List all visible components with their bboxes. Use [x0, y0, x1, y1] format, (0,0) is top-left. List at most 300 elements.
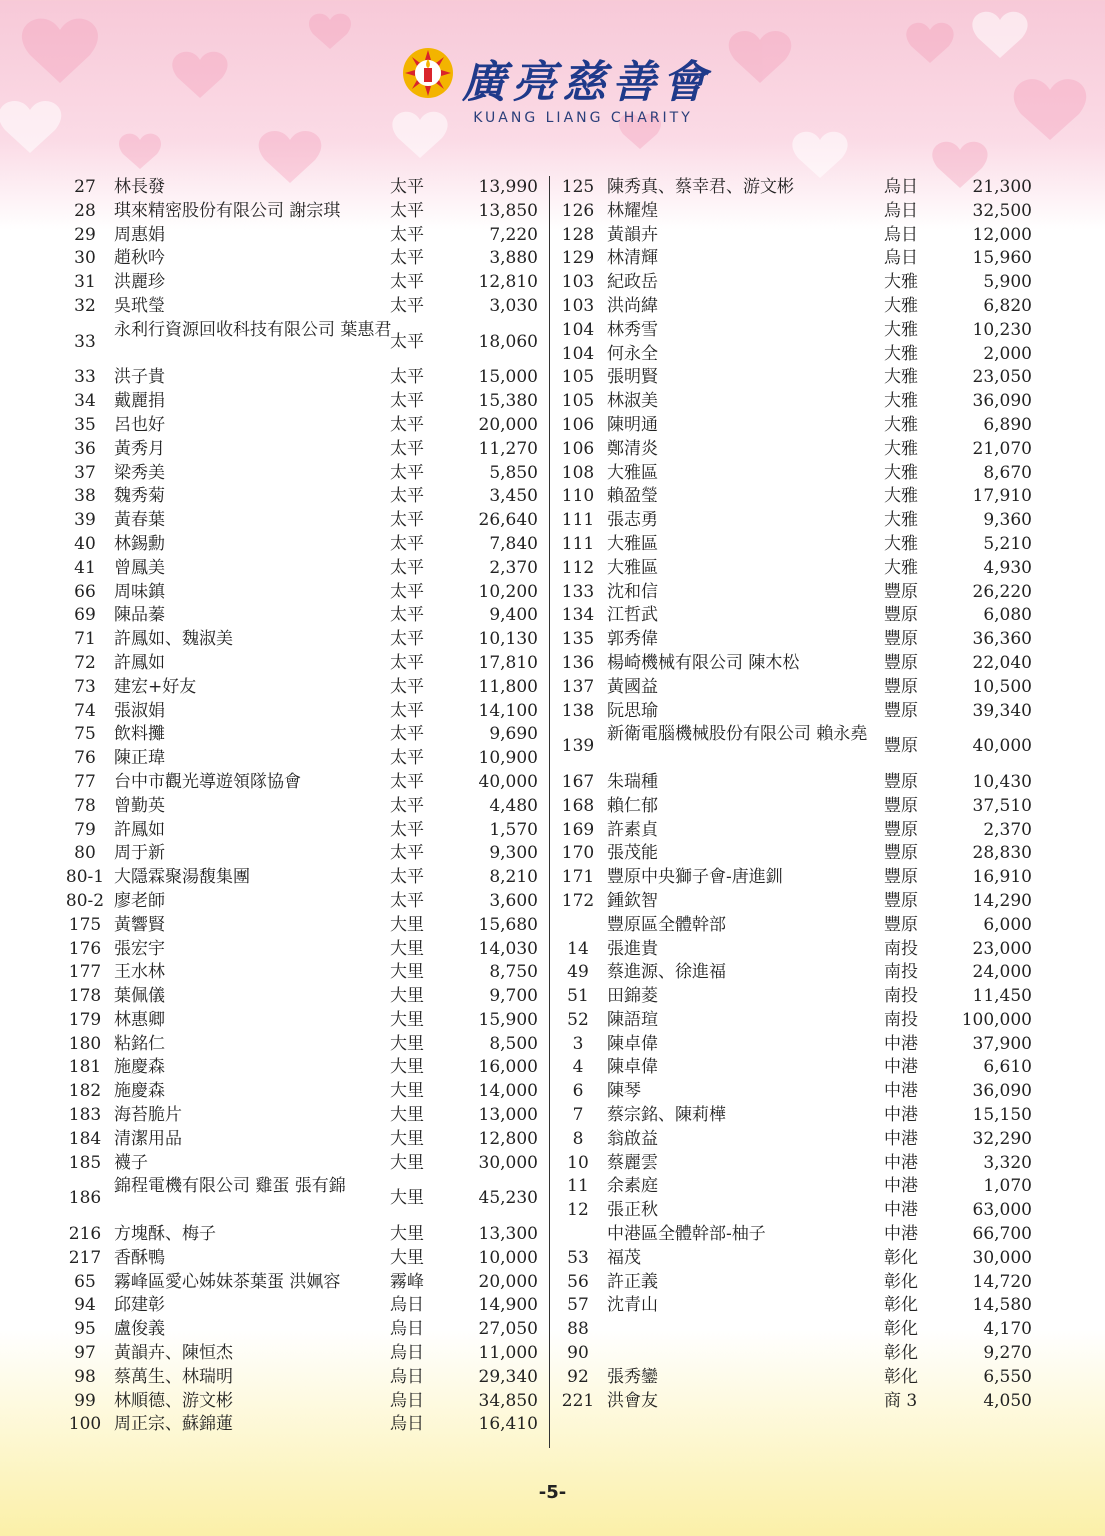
donation-amount: 20,000 [478, 1271, 538, 1292]
donation-amount: 2,370 [489, 557, 538, 578]
entry-number: 14 [567, 938, 589, 959]
donation-amount: 2,370 [983, 819, 1032, 840]
donor-row [556, 1128, 1036, 1152]
donor-name: 林耀煌 [607, 200, 658, 221]
donor-row [64, 795, 542, 819]
donation-amount: 6,080 [983, 605, 1032, 626]
entry-number: 171 [561, 867, 595, 888]
donor-list-right [556, 176, 1036, 1413]
donor-name: 許正義 [607, 1271, 658, 1292]
entry-number: 179 [68, 1009, 102, 1030]
donation-amount: 15,680 [478, 914, 538, 935]
donor-row [64, 390, 542, 414]
donation-amount: 12,000 [972, 224, 1032, 245]
donor-name: 呂也好 [114, 414, 165, 435]
donation-amount: 10,200 [478, 581, 538, 602]
donor-region: 中港 [884, 1033, 918, 1054]
donor-row [556, 1271, 1036, 1295]
donor-name: 飲料攤 [114, 724, 165, 745]
donation-amount: 11,000 [478, 1343, 538, 1364]
entry-number: 6 [572, 1081, 584, 1102]
donor-row [64, 224, 542, 248]
donation-amount: 28,830 [972, 843, 1032, 864]
donor-name: 陳卓偉 [607, 1057, 658, 1078]
donor-region: 烏日 [390, 1366, 424, 1387]
donation-amount: 30,000 [478, 1152, 538, 1173]
donor-name: 曾勤英 [114, 795, 165, 816]
entry-number: 71 [74, 629, 96, 650]
donor-name: 曾鳳美 [114, 557, 165, 578]
entry-number: 35 [74, 414, 96, 435]
donor-name: 蔡麗雲 [607, 1152, 658, 1173]
donor-name: 香酥鴨 [114, 1247, 165, 1268]
donation-amount: 13,850 [478, 200, 538, 221]
donor-row [64, 1271, 542, 1295]
donor-row [556, 628, 1036, 652]
donor-row [556, 676, 1036, 700]
entry-number: 170 [561, 843, 595, 864]
donor-region: 彰化 [884, 1319, 918, 1340]
donor-region: 豐原 [884, 914, 918, 935]
donor-row [64, 628, 542, 652]
donor-region: 太平 [390, 510, 424, 531]
donor-row [64, 1104, 542, 1128]
donation-amount: 9,300 [489, 843, 538, 864]
entry-number: 112 [561, 557, 595, 578]
donor-name: 廖老師 [114, 890, 165, 911]
entry-number: 32 [74, 295, 96, 316]
entry-number: 38 [74, 486, 96, 507]
donor-row [556, 1056, 1036, 1080]
donor-region: 太平 [390, 272, 424, 293]
donation-amount: 23,050 [972, 367, 1032, 388]
entry-number: 126 [561, 200, 595, 221]
donor-region: 大雅 [884, 343, 918, 364]
donor-region: 太平 [390, 700, 424, 721]
donor-row [556, 557, 1036, 581]
donor-row [64, 866, 542, 890]
donor-region: 大雅 [884, 557, 918, 578]
donor-region: 大里 [390, 1057, 424, 1078]
entry-number: 88 [567, 1319, 589, 1340]
donor-name: 林長發 [114, 177, 165, 197]
entry-number: 69 [74, 605, 96, 626]
donor-region: 豐原 [884, 700, 918, 721]
donor-row [556, 771, 1036, 795]
entry-number: 7 [572, 1105, 584, 1126]
donor-region: 大里 [390, 1009, 424, 1030]
donation-amount: 14,580 [972, 1295, 1032, 1316]
donor-name: 許鳳如、魏淑美 [114, 629, 233, 650]
donor-name: 方塊酥、梅子 [114, 1224, 216, 1245]
donor-row [64, 771, 542, 795]
entry-number: 28 [74, 200, 96, 221]
donor-row [556, 271, 1036, 295]
donation-amount: 13,300 [478, 1224, 538, 1245]
entry-number: 8 [572, 1128, 584, 1149]
donor-row [64, 1294, 542, 1318]
donor-name: 沈和信 [607, 581, 658, 602]
donation-amount: 3,450 [489, 486, 538, 507]
entry-number: 186 [68, 1188, 102, 1209]
donor-name: 許鳳如 [114, 652, 165, 673]
donor-name: 郭秀偉 [607, 629, 658, 650]
donor-name: 盧俊義 [114, 1319, 165, 1340]
column-divider [549, 176, 550, 1448]
donor-name: 張秀鑾 [607, 1366, 658, 1387]
donor-region: 太平 [390, 581, 424, 602]
donor-row [64, 842, 542, 866]
entry-number: 51 [567, 986, 589, 1007]
donor-region: 烏日 [884, 200, 918, 221]
donation-amount: 37,900 [972, 1033, 1032, 1054]
donor-name: 黃秀月 [114, 438, 165, 459]
donor-region: 大雅 [884, 319, 918, 340]
donor-region: 大里 [390, 1188, 424, 1209]
entry-number: 4 [572, 1057, 584, 1078]
donor-row [556, 1294, 1036, 1318]
entry-number: 133 [561, 581, 595, 602]
donor-region: 大里 [390, 962, 424, 983]
donor-region: 豐原 [884, 843, 918, 864]
donor-region: 太平 [390, 224, 424, 245]
entry-number: 56 [567, 1271, 589, 1292]
donor-name: 鍾欽智 [607, 890, 658, 911]
donation-amount: 16,000 [478, 1057, 538, 1078]
donor-name: 霧峰區愛心姊妹茶葉蛋 洪姵容 [114, 1271, 341, 1292]
donor-name: 大雅區 [607, 533, 658, 554]
entry-number: 104 [561, 319, 595, 340]
donation-amount: 11,800 [478, 676, 538, 697]
donor-name: 周味鎮 [114, 581, 165, 602]
donor-name: 許鳳如 [114, 819, 165, 840]
donor-name: 何永全 [607, 343, 658, 364]
donor-row [556, 533, 1036, 557]
entry-number: 27 [74, 177, 96, 197]
donation-amount: 27,050 [478, 1319, 538, 1340]
donor-name: 梁秀美 [114, 462, 165, 483]
entry-number: 99 [74, 1390, 96, 1411]
donor-name: 大雅區 [607, 462, 658, 483]
donor-row [64, 1247, 542, 1271]
donor-region: 太平 [390, 391, 424, 412]
entry-number: 31 [74, 272, 96, 293]
donation-amount: 1,070 [983, 1176, 1032, 1197]
donor-region: 太平 [390, 331, 424, 352]
donor-name: 陳正瑋 [114, 748, 165, 769]
donor-name: 張志勇 [607, 510, 658, 531]
donation-amount: 15,380 [478, 391, 538, 412]
donor-row [556, 390, 1036, 414]
donation-amount: 12,810 [478, 272, 538, 293]
donor-name: 黃韻卉 [607, 224, 658, 245]
donor-region: 大雅 [884, 414, 918, 435]
donor-name: 錦程電機有限公司 雞蛋 張有錦 [114, 1176, 346, 1197]
donor-row [64, 366, 542, 390]
donor-region: 太平 [390, 462, 424, 483]
donor-region: 豐原 [884, 736, 918, 757]
donor-region: 中港 [884, 1176, 918, 1197]
donor-region: 大里 [390, 1224, 424, 1245]
donor-name: 新衛電腦機械股份有限公司 賴永堯 [607, 724, 868, 745]
entry-number: 106 [561, 438, 595, 459]
entry-number: 90 [567, 1343, 589, 1364]
donation-amount: 14,900 [478, 1295, 538, 1316]
donation-amount: 11,270 [478, 438, 538, 459]
donor-name: 張正秋 [607, 1200, 658, 1221]
donation-amount: 9,690 [489, 724, 538, 745]
donation-amount: 15,960 [972, 248, 1032, 269]
donor-row [556, 509, 1036, 533]
donor-name: 翁啟益 [607, 1128, 658, 1149]
donor-row [556, 1199, 1036, 1223]
entry-number: 72 [74, 652, 96, 673]
entry-number: 12 [567, 1200, 589, 1221]
donor-row [556, 866, 1036, 890]
entry-number: 125 [561, 177, 595, 197]
donor-name: 建宏+好友 [114, 676, 197, 697]
donor-name: 洪會友 [607, 1390, 658, 1411]
donor-row [64, 1342, 542, 1366]
donor-region: 太平 [390, 605, 424, 626]
donation-amount: 34,850 [478, 1390, 538, 1411]
donation-amount: 63,000 [972, 1200, 1032, 1221]
donor-region: 太平 [390, 724, 424, 745]
donor-row [64, 747, 542, 771]
donor-region: 彰化 [884, 1295, 918, 1316]
donor-row [556, 985, 1036, 1009]
donor-region: 大雅 [884, 295, 918, 316]
donor-row [64, 533, 542, 557]
donor-name: 琪來精密股份有限公司 謝宗琪 [114, 200, 341, 221]
donor-name: 張宏宇 [114, 938, 165, 959]
donor-name: 林秀雪 [607, 319, 658, 340]
donation-amount: 3,600 [489, 890, 538, 911]
entry-number: 182 [68, 1081, 102, 1102]
donor-row [64, 247, 542, 271]
donation-amount: 16,910 [972, 867, 1032, 888]
donor-name: 余素庭 [607, 1176, 658, 1197]
entry-number: 94 [74, 1295, 96, 1316]
entry-number: 36 [74, 438, 96, 459]
donor-name: 洪麗珍 [114, 272, 165, 293]
donor-name: 中港區全體幹部-柚子 [607, 1224, 766, 1245]
donor-region: 烏日 [390, 1295, 424, 1316]
entry-number: 108 [561, 462, 595, 483]
donor-region: 大雅 [884, 510, 918, 531]
donor-row [556, 795, 1036, 819]
donation-amount: 66,700 [972, 1224, 1032, 1245]
donor-region: 大里 [390, 1152, 424, 1173]
entry-number: 3 [572, 1033, 584, 1054]
donor-region: 大雅 [884, 367, 918, 388]
donor-region: 豐原 [884, 819, 918, 840]
donor-region: 南投 [884, 986, 918, 1007]
donor-row [64, 509, 542, 533]
donor-row [556, 414, 1036, 438]
donor-name: 許素貞 [607, 819, 658, 840]
donor-row [556, 842, 1036, 866]
donor-name: 賴盈瑩 [607, 486, 658, 507]
donation-amount: 16,410 [478, 1414, 538, 1435]
donation-amount: 14,030 [478, 938, 538, 959]
donor-name: 林清輝 [607, 248, 658, 269]
entry-number: 185 [68, 1152, 102, 1173]
donor-name: 朱瑞種 [607, 771, 658, 792]
entry-number: 76 [74, 748, 96, 769]
donor-row [64, 438, 542, 462]
donor-row [556, 819, 1036, 843]
donation-amount: 36,090 [972, 391, 1032, 412]
donor-region: 太平 [390, 629, 424, 650]
donor-row [64, 1080, 542, 1104]
donor-region: 太平 [390, 486, 424, 507]
donor-name: 邱建彰 [114, 1295, 165, 1316]
donor-region: 彰化 [884, 1343, 918, 1364]
donation-amount: 10,230 [972, 319, 1032, 340]
entry-number: 66 [74, 581, 96, 602]
donation-amount: 10,130 [478, 629, 538, 650]
donation-amount: 11,450 [972, 986, 1032, 1007]
donation-amount: 15,000 [478, 367, 538, 388]
donor-name: 福茂 [607, 1247, 641, 1268]
entry-number: 78 [74, 795, 96, 816]
donor-region: 中港 [884, 1200, 918, 1221]
entry-number: 139 [561, 736, 595, 757]
donor-row [64, 1413, 542, 1437]
donor-row [64, 723, 542, 747]
donation-amount: 18,060 [478, 331, 538, 352]
donation-amount: 4,930 [983, 557, 1032, 578]
donor-region: 烏日 [390, 1390, 424, 1411]
donor-region: 太平 [390, 557, 424, 578]
header [0, 40, 1105, 140]
donor-row [556, 295, 1036, 319]
donation-amount: 14,720 [972, 1271, 1032, 1292]
donor-row [64, 581, 542, 605]
donor-name: 蔡進源、徐進福 [607, 962, 726, 983]
donor-name: 施慶森 [114, 1081, 165, 1102]
entry-number: 104 [561, 343, 595, 364]
donor-region: 南投 [884, 1009, 918, 1030]
donor-region: 大雅 [884, 391, 918, 412]
entry-number: 105 [561, 367, 595, 388]
donor-row [64, 1152, 542, 1176]
donation-amount: 13,990 [478, 177, 538, 197]
donor-region: 彰化 [884, 1271, 918, 1292]
entry-number: 103 [561, 295, 595, 316]
donation-amount: 15,150 [972, 1105, 1032, 1126]
donor-name: 陳琴 [607, 1081, 641, 1102]
donor-name: 田錦菱 [607, 986, 658, 1007]
donation-amount: 14,000 [478, 1081, 538, 1102]
donation-amount: 4,050 [983, 1390, 1032, 1411]
donation-amount: 8,210 [489, 867, 538, 888]
donor-name: 陳明通 [607, 414, 658, 435]
donor-region: 豐原 [884, 867, 918, 888]
donor-region: 大里 [390, 1247, 424, 1268]
donor-row [64, 485, 542, 509]
donation-amount: 10,000 [478, 1247, 538, 1268]
donor-name: 蔡萬生、林瑞明 [114, 1366, 233, 1387]
donor-name: 海苔脆片 [114, 1105, 182, 1126]
donor-region: 烏日 [390, 1343, 424, 1364]
donation-amount: 6,890 [983, 414, 1032, 435]
donation-amount: 6,000 [983, 914, 1032, 935]
donor-name: 林錫勳 [114, 533, 165, 554]
donor-row [556, 366, 1036, 390]
donor-region: 大雅 [884, 462, 918, 483]
donor-region: 豐原 [884, 771, 918, 792]
donor-row [64, 676, 542, 700]
entry-number: 34 [74, 391, 96, 412]
entry-number: 33 [74, 367, 96, 388]
donor-name: 張茂能 [607, 843, 658, 864]
donor-name: 魏秀菊 [114, 486, 165, 507]
entry-number: 181 [68, 1057, 102, 1078]
entry-number: 100 [68, 1414, 102, 1435]
donor-region: 太平 [390, 367, 424, 388]
entry-number: 77 [74, 771, 96, 792]
entry-number: 41 [74, 557, 96, 578]
donor-name: 豐原區全體幹部 [607, 914, 726, 935]
donor-name: 黃國益 [607, 676, 658, 697]
donor-region: 太平 [390, 248, 424, 269]
donor-region: 大里 [390, 938, 424, 959]
donor-region: 豐原 [884, 652, 918, 673]
donation-amount: 30,000 [972, 1247, 1032, 1268]
donation-amount: 5,900 [983, 272, 1032, 293]
donor-region: 大里 [390, 1105, 424, 1126]
donation-amount: 26,640 [478, 510, 538, 531]
donor-row [556, 1247, 1036, 1271]
donor-name: 洪尚緯 [607, 295, 658, 316]
entry-number: 103 [561, 272, 595, 293]
donor-name: 周于新 [114, 843, 165, 864]
donation-amount: 3,880 [489, 248, 538, 269]
donor-name: 葉佩儀 [114, 986, 165, 1007]
donation-amount: 8,500 [489, 1033, 538, 1054]
donation-amount: 6,610 [983, 1057, 1032, 1078]
donor-region: 大雅 [884, 486, 918, 507]
donor-row [64, 938, 542, 962]
entry-number: 74 [74, 700, 96, 721]
donor-name: 林淑美 [607, 391, 658, 412]
donation-amount: 4,480 [489, 795, 538, 816]
entry-number: 216 [68, 1224, 102, 1245]
donor-region: 中港 [884, 1128, 918, 1149]
donor-name: 粘銘仁 [114, 1033, 165, 1054]
donor-region: 太平 [390, 414, 424, 435]
donor-region: 彰化 [884, 1366, 918, 1387]
donor-name: 鄭清炎 [607, 438, 658, 459]
entry-number: 37 [74, 462, 96, 483]
donation-amount: 9,360 [983, 510, 1032, 531]
entry-number: 75 [74, 724, 96, 745]
donor-region: 大里 [390, 986, 424, 1007]
entry-number: 105 [561, 391, 595, 412]
donor-region: 豐原 [884, 890, 918, 911]
donation-amount: 10,500 [972, 676, 1032, 697]
donor-name: 周惠娟 [114, 224, 165, 245]
donor-name: 趙秋吟 [114, 248, 165, 269]
donor-name: 陳秀真、蔡幸君、游文彬 [607, 177, 794, 197]
donation-amount: 13,000 [478, 1105, 538, 1126]
donation-amount: 26,220 [972, 581, 1032, 602]
donation-amount: 24,000 [972, 962, 1032, 983]
donor-row [556, 1080, 1036, 1104]
donor-row [556, 247, 1036, 271]
